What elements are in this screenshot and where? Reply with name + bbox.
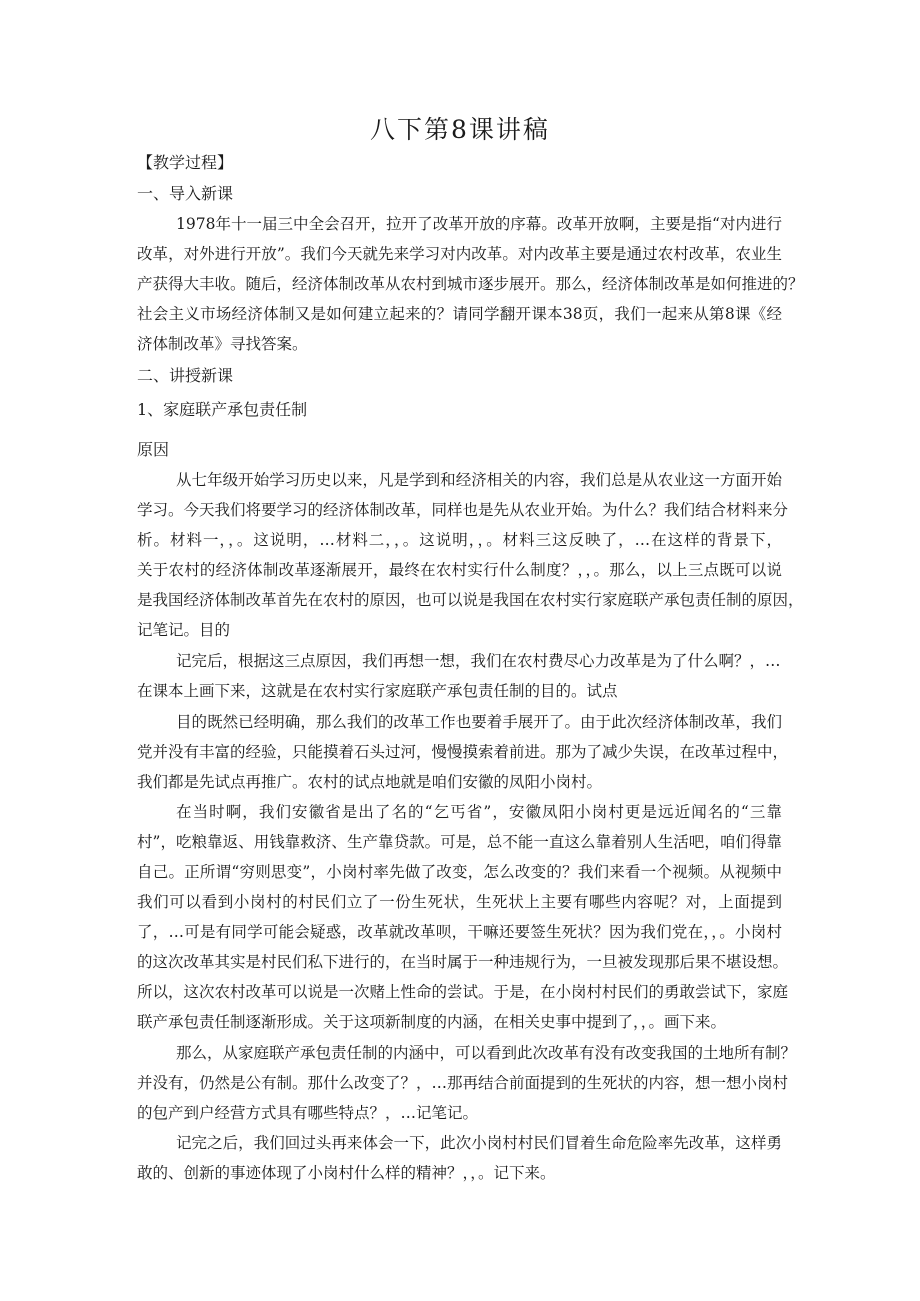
paragraph-line: 社会主义市场经济体制又是如何建立起来的？请同学翻开课本38页，我们一起来从第8课《经 xyxy=(137,305,782,323)
paragraph-line: 析。材料一，，。这说明，…材料二，，。这说明，，。材料三这反映了，…在这样的背景下， xyxy=(137,531,782,549)
heading-household-responsibility-system: 1、家庭联产承包责任制 xyxy=(137,400,308,419)
paragraph-line: 了，…可是有同学可能会疑惑，改革就改革呗，干嘛还要签生死状？因为我们党在，，。小岗村 xyxy=(137,923,782,941)
paragraph-line: 党并没有丰富的经验，只能摸着石头过河，慢慢摸索着前进。那为了减少失误，在改革过程中， xyxy=(137,743,789,761)
document-title: 八下第8课讲稿 xyxy=(370,115,550,144)
paragraph-line: 敢的、创新的事迹体现了小岗村什么样的精神？，，。记下来。 xyxy=(137,1164,556,1182)
paragraph-line: 关于农村的经济体制改革逐渐展开，最终在农村实行什么制度？，，。那么，以上三点既可以说 xyxy=(137,561,782,579)
paragraph-line: 记完之后，我们回过头再来体会一下，此次小岗村村民们冒着生命危险率先改革，这样勇 xyxy=(176,1134,782,1152)
paragraph-line: 在课本上画下来，这就是在农村实行家庭联产承包责任制的目的。试点 xyxy=(137,682,618,700)
paragraph-line: 我们可以看到小岗村的村民们立了一份生死状，生死状上主要有哪些内容呢？对，上面提到 xyxy=(137,893,782,911)
paragraph-line: 从七年级开始学习历史以来，凡是学到和经济相关的内容，我们总是从农业这一方面开始 xyxy=(176,471,782,489)
paragraph-line: 所以，这次农村改革可以说是一次赌上性命的尝试。于是，在小岗村村民们的勇敢尝试下，家庭 xyxy=(137,983,789,1001)
paragraph-line: 的这次改革其实是村民们私下进行的，在当时属于一种违规行为，一旦被发现那后果不堪设想。 xyxy=(137,953,789,971)
paragraph-line: 产获得大丰收。随后，经济体制改革从农村到城市逐步展开。那么，经济体制改革是如何推进的？ xyxy=(137,275,804,293)
heading-introduction: 一、导入新课 xyxy=(137,184,234,203)
subheading-reason: 原因 xyxy=(137,440,170,459)
paragraph-line: 那么，从家庭联产承包责任制的内涵中，可以看到此次改革有没有改变我国的土地所有制？ xyxy=(176,1044,797,1062)
heading-new-lesson: 二、讲授新课 xyxy=(137,366,234,385)
paragraph-line: 改革，对外进行开放”。我们今天就先来学习对内改革。对内改革主要是通过农村改革，农业生 xyxy=(137,245,782,263)
paragraph-line: 济体制改革》寻找答案。 xyxy=(137,335,308,353)
paragraph-line: 在当时啊，我们安徽省是出了名的“乞丐省”，安徽凤阳小岗村更是远近闻名的“三靠 xyxy=(176,803,782,821)
paragraph-line: 村”，吃粮靠返、用钱靠救济、生产靠贷款。可是，总不能一直这么靠着别人生活吧，咱们得靠 xyxy=(137,833,782,851)
paragraph-line: 记笔记。目的 xyxy=(137,621,231,639)
paragraph-line: 记完后，根据这三点原因，我们再想一想，我们在农村费尽心力改革是为了什么啊？，… xyxy=(176,652,781,670)
paragraph-line: 1978年十一届三中全会召开，拉开了改革开放的序幕。改革开放啊，主要是指“对内进行 xyxy=(176,215,782,233)
paragraph-line: 我们都是先试点再推广。农村的试点地就是咱们安徽的凤阳小岗村。 xyxy=(137,773,603,791)
section-label-teaching-process: 【教学过程】 xyxy=(137,153,234,172)
paragraph-line: 是我国经济体制改革首先在农村的原因，也可以说是我国在农村实行家庭联产承包责任制的原因， xyxy=(137,591,804,609)
paragraph-line: 并没有，仍然是公有制。那什么改变了？，…那再结合前面提到的生死状的内容，想一想小岗村 xyxy=(137,1074,789,1092)
paragraph-line: 的包产到户经营方式具有哪些特点？，…记笔记。 xyxy=(137,1104,479,1122)
paragraph-line: 学习。今天我们将要学习的经济体制改革，同样也是先从农业开始。为什么？我们结合材料来分 xyxy=(137,501,789,519)
paragraph-line: 自己。正所谓“穷则思变”，小岗村率先做了改变，怎么改变的？我们来看一个视频。从视频中 xyxy=(137,863,782,881)
paragraph-line: 目的既然已经明确，那么我们的改革工作也要着手展开了。由于此次经济体制改革，我们 xyxy=(176,713,782,731)
paragraph-line: 联产承包责任制逐渐形成。关于这项新制度的内涵，在相关史事中提到了，，。画下来。 xyxy=(137,1013,727,1031)
